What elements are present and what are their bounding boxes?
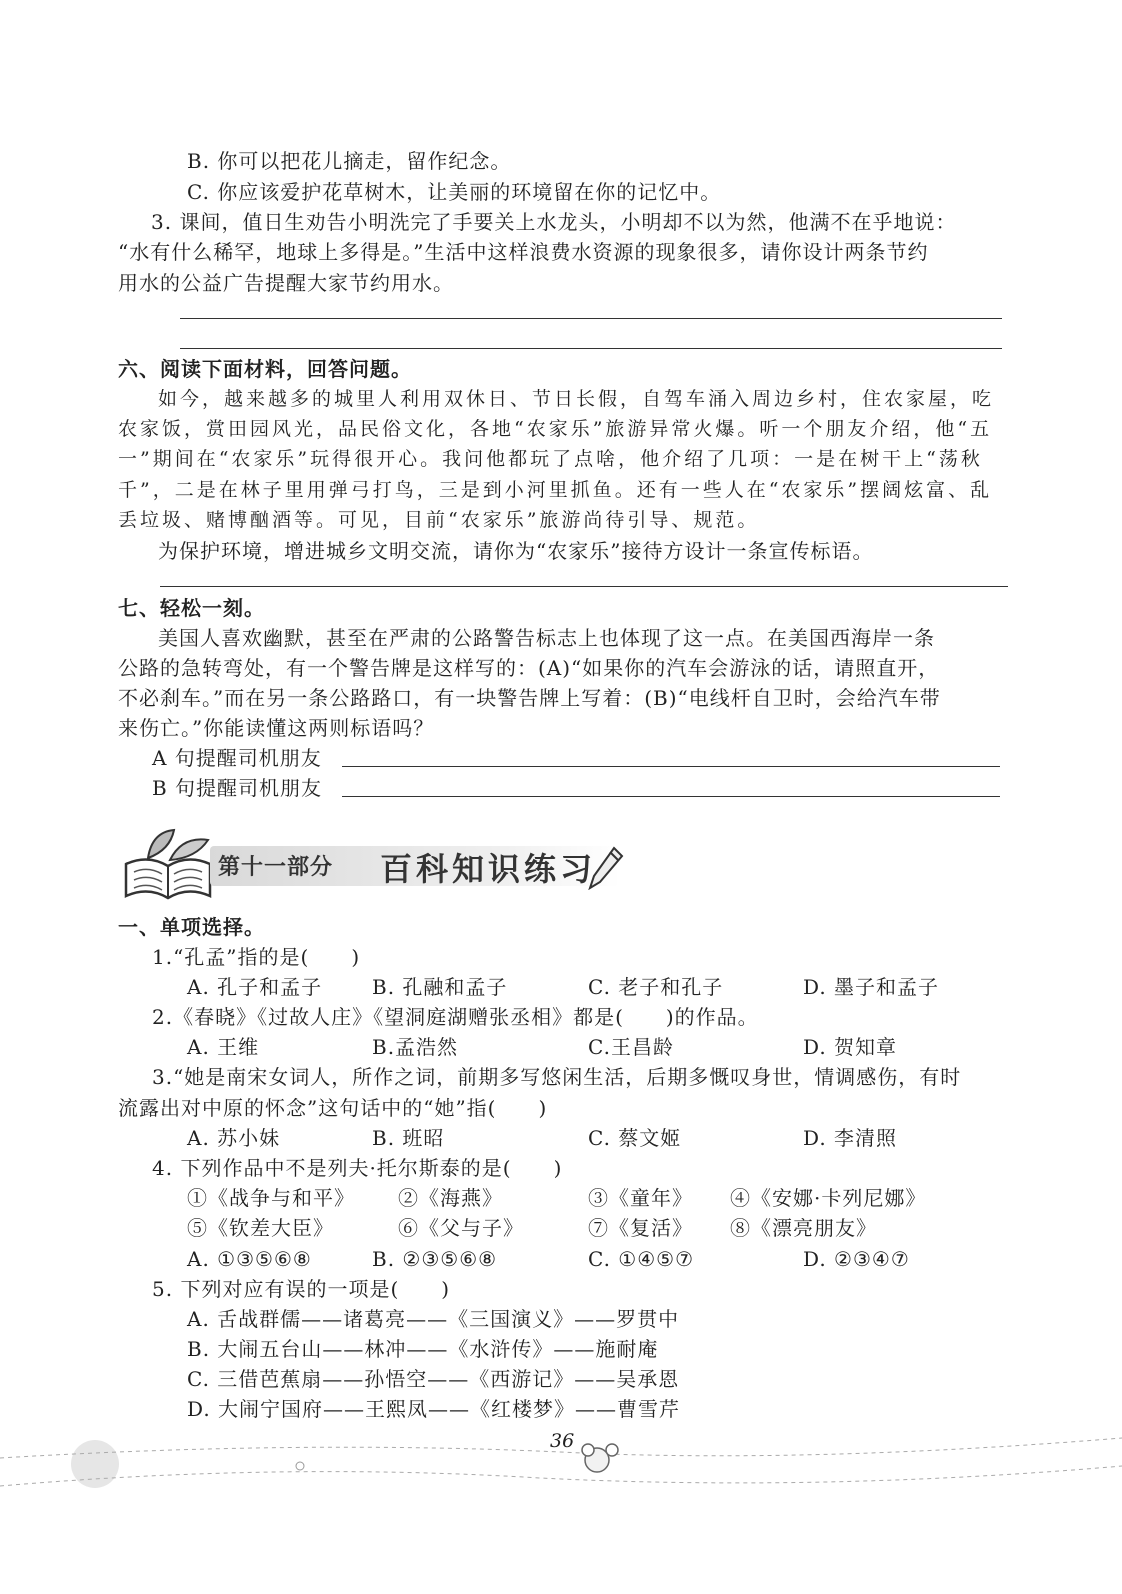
choice-d[interactable]: D. 大闹宁国府——王熙凤——《红楼梦》——曹雪芹 <box>187 1397 681 1421</box>
question-3-line-2: “水有什么稀罕，地球上多得是。”生活中这样浪费水资源的现象很多，请你设计两条节约 <box>118 240 929 264</box>
choice-d[interactable]: D. 墨子和孟子 <box>803 975 940 999</box>
section-1-title: 一、单项选择。 <box>118 915 265 939</box>
passage-line: 公路的急转弯处，有一个警告牌是这样写的：(A)“如果你的汽车会游泳的话，请照直开， <box>118 656 940 680</box>
answer-b-label: B 句提醒司机朋友 <box>152 776 323 800</box>
question-3-line-1: 3.“她是南宋女词人，所作之词，前期多写悠闲生活，后期多慨叹身世，情调感伤，有时 <box>152 1065 962 1089</box>
work-item: ⑧《漂亮朋友》 <box>730 1216 877 1240</box>
pencil-icon <box>588 846 624 890</box>
passage-line: 如今，越来越多的城里人利用双休日、节日长假，自驾车涌入周边乡村，住农家屋，吃 <box>158 388 995 410</box>
banner-part-label: 第十一部分 <box>218 855 334 880</box>
question-2: 2.《春晓》《过故人庄》《望洞庭湖赠张丞相》都是( )的作品。 <box>152 1005 759 1029</box>
banner-title: 百科知识练习 <box>380 850 597 888</box>
passage-line: 农家饭，赏田园风光，品民俗文化，各地“农家乐”旅游异常火爆。听一个朋友介绍，他“五 <box>118 418 993 440</box>
work-item: ⑤《钦差大臣》 <box>187 1216 334 1240</box>
book-icon <box>118 824 218 904</box>
question-1: 1.“孔孟”指的是( ) <box>152 945 361 969</box>
passage-line: 丢垃圾、赌博酗酒等。可见，目前“农家乐”旅游尚待引导、规范。 <box>118 509 760 531</box>
choice-d[interactable]: D. 李清照 <box>803 1126 898 1150</box>
choice-d[interactable]: D. 贺知章 <box>803 1035 898 1059</box>
choice-b[interactable]: B.孟浩然 <box>372 1035 459 1059</box>
question-3-line-1: 3. 课间，值日生劝告小明洗完了手要关上水龙头，小明却不以为然，他满不在乎地说： <box>151 210 957 234</box>
option-c-text: C. 你应该爱护花草树木，让美丽的环境留在你的记忆中。 <box>187 180 722 204</box>
work-item: ①《战争与和平》 <box>187 1186 355 1210</box>
answer-line[interactable] <box>180 318 1002 319</box>
choice-b[interactable]: B. 大闹五台山——林冲——《水浒传》——施耐庵 <box>187 1337 659 1361</box>
answer-a-label: A 句提醒司机朋友 <box>152 746 322 770</box>
choice-a[interactable]: A. 舌战群儒——诸葛亮——《三国演义》——罗贯中 <box>187 1307 680 1331</box>
choice-a[interactable]: A. 孔子和孟子 <box>187 975 323 999</box>
choice-c[interactable]: C. 老子和孔子 <box>588 975 724 999</box>
work-item: ⑥《父与子》 <box>398 1216 524 1240</box>
choice-b[interactable]: B. ②③⑤⑥⑧ <box>372 1247 498 1271</box>
question-4: 4. 下列作品中不是列夫·托尔斯泰的是( ) <box>152 1156 563 1180</box>
choice-d[interactable]: D. ②③④⑦ <box>803 1247 910 1271</box>
section-7-title: 七、轻松一刻。 <box>118 596 265 620</box>
option-b-text: B. 你可以把花儿摘走，留作纪念。 <box>187 149 512 173</box>
work-item: ⑦《复活》 <box>588 1216 693 1240</box>
choice-a[interactable]: A. 王维 <box>187 1035 260 1059</box>
work-item: ②《海燕》 <box>398 1186 503 1210</box>
choice-c[interactable]: C. 蔡文姬 <box>588 1126 682 1150</box>
choice-b[interactable]: B. 班昭 <box>372 1126 445 1150</box>
answer-a-line[interactable] <box>342 766 1000 767</box>
section-6-question: 为保护环境，增进城乡文明交流，请你为“农家乐”接待方设计一条宣传标语。 <box>158 539 874 563</box>
choice-c[interactable]: C. ①④⑤⑦ <box>588 1247 695 1271</box>
passage-line: 来伤亡。”你能读懂这两则标语吗？ <box>118 716 435 740</box>
passage-line: 一”期间在“农家乐”玩得很开心。我问他都玩了点啥，他介绍了几项：一是在树干上“荡秋 <box>118 448 983 470</box>
choice-c[interactable]: C.王昌龄 <box>588 1035 674 1059</box>
question-3-line-3: 用水的公益广告提醒大家节约用水。 <box>118 271 454 295</box>
answer-line[interactable] <box>160 586 1008 587</box>
answer-b-line[interactable] <box>342 796 1000 797</box>
choice-b[interactable]: B. 孔融和孟子 <box>372 975 508 999</box>
work-item: ③《童年》 <box>588 1186 693 1210</box>
passage-line: 千”，二是在林子里用弹弓打鸟，三是到小河里抓鱼。还有一些人在“农家乐”摆阔炫富、乱 <box>118 479 993 501</box>
work-item: ④《安娜·卡列尼娜》 <box>730 1186 927 1210</box>
section-6-title: 六、阅读下面材料，回答问题。 <box>118 357 412 381</box>
passage-line: 不必刹车。”而在另一条公路路口，有一块警告牌上写着：(B)“电线杆自卫时，会给汽车带 <box>118 686 941 710</box>
passage-line: 美国人喜欢幽默，甚至在严肃的公路警告标志上也体现了这一点。在美国西海岸一条 <box>158 626 935 650</box>
page-number: 36 <box>550 1430 575 1452</box>
choice-a[interactable]: A. ①③⑤⑥⑧ <box>187 1247 312 1271</box>
choice-a[interactable]: A. 苏小妹 <box>187 1126 281 1150</box>
section-banner <box>118 820 638 900</box>
choice-c[interactable]: C. 三借芭蕉扇——孙悟空——《西游记》——吴承恩 <box>187 1367 680 1391</box>
question-5: 5. 下列对应有误的一项是( ) <box>152 1277 451 1301</box>
question-3-line-2: 流露出对中原的怀念”这句话中的“她”指( ) <box>118 1096 548 1120</box>
answer-line[interactable] <box>180 348 1002 349</box>
